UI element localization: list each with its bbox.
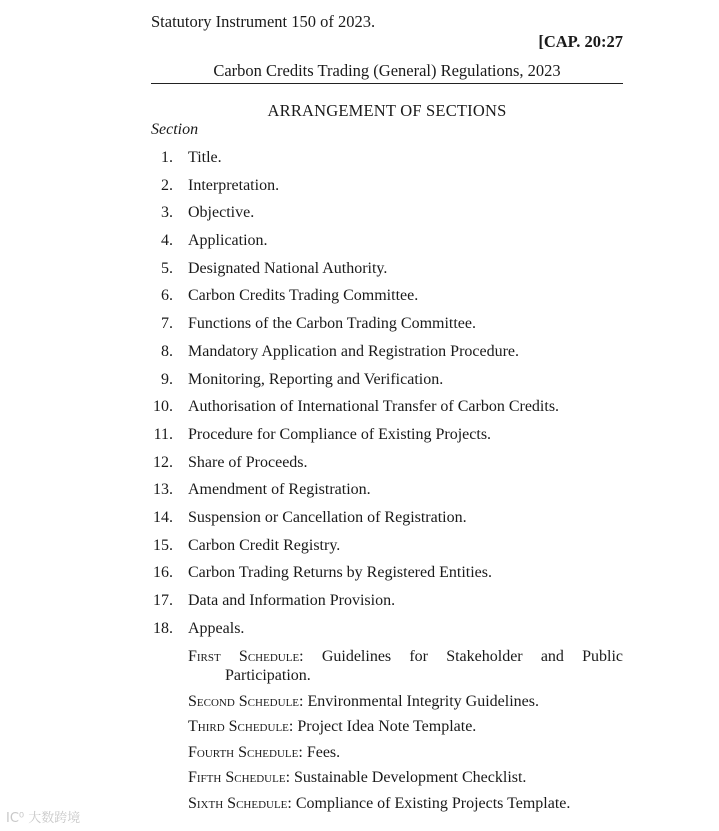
section-number: 13. <box>153 481 173 499</box>
section-item <box>151 397 623 425</box>
schedule-item: Sixth Schedule: Compliance of Existing Projects Template. <box>188 794 571 812</box>
schedule-title: Project Idea Note Template. <box>297 718 477 736</box>
schedule-item: Third Schedule: Project Idea Note Template. <box>188 718 477 736</box>
schedule-title: Fees. <box>306 743 341 761</box>
section-title: Suspension or Cancellation of Registration. <box>188 508 467 526</box>
regulations-title: Carbon Credits Trading (General) Regulations, 2023 <box>213 61 561 80</box>
arrangement-heading: ARRANGEMENT OF SECTIONS <box>267 101 507 120</box>
section-number: 11. <box>153 425 173 443</box>
section-title: Authorisation of International Transfer of Carbon Credits. <box>188 398 560 416</box>
section-item <box>151 508 623 536</box>
section-number: 12. <box>153 453 173 471</box>
section-title: Monitoring, Reporting and Verification. <box>188 370 444 388</box>
section-number: 2. <box>161 176 173 194</box>
section-number: 7. <box>161 315 173 333</box>
section-item <box>151 591 623 619</box>
schedule-name: Second Schedule <box>188 692 300 710</box>
section-title: Mandatory Application and Registration Procedure. <box>188 342 520 360</box>
chapter-reference: [CAP. 20:27 <box>538 32 623 51</box>
section-number: 4. <box>161 232 173 250</box>
sections-list <box>151 148 623 646</box>
section-title: Appeals. <box>188 619 245 637</box>
section-number: 15. <box>153 536 173 554</box>
section-title: Amendment of Registration. <box>188 481 371 499</box>
section-column-label: Section <box>151 121 199 138</box>
section-number: 1. <box>161 149 173 166</box>
section-number: 3. <box>161 204 173 222</box>
section-title: Carbon Credits Trading Committee. <box>188 287 419 305</box>
section-item <box>151 148 623 176</box>
section-number: 10. <box>153 398 173 416</box>
schedule-name: Sixth Schedule <box>188 794 288 812</box>
section-title: Objective. <box>188 204 255 222</box>
section-number: 16. <box>153 564 173 582</box>
section-item <box>151 453 623 481</box>
section-number: 9. <box>161 370 173 388</box>
schedule-name: Fifth Schedule <box>188 769 286 787</box>
schedule-item: Fifth Schedule: Sustainable Development Checklist. <box>188 769 527 787</box>
section-title: Procedure for Compliance of Existing Projects. <box>188 425 492 443</box>
schedule-item: Fourth Schedule: Fees. <box>188 743 341 761</box>
section-number: 18. <box>153 619 173 637</box>
section-number: 14. <box>153 508 173 526</box>
section-item <box>151 619 623 647</box>
section-title: Carbon Credit Registry. <box>188 536 341 554</box>
section-item <box>151 259 623 287</box>
section-title: Functions of the Carbon Trading Committee. <box>188 315 476 333</box>
section-number: 5. <box>161 259 173 277</box>
schedules-list <box>188 647 623 820</box>
section-title: Designated National Authority. <box>188 259 388 277</box>
section-item <box>151 342 623 370</box>
section-item <box>151 563 623 591</box>
schedule-title: Environmental Integrity Guidelines. <box>307 692 539 710</box>
schedule-name: Third Schedule <box>188 718 289 736</box>
schedule-item: Second Schedule: Environmental Integrity Guidelines. <box>188 692 539 710</box>
section-number: 8. <box>161 342 173 360</box>
section-item <box>151 480 623 508</box>
section-title: Data and Information Provision. <box>188 592 396 609</box>
section-title: Share of Proceeds. <box>188 453 308 471</box>
section-title: Application. <box>188 232 268 250</box>
header-divider <box>151 83 623 84</box>
section-title: Carbon Trading Returns by Registered Entities. <box>188 564 492 582</box>
section-item <box>151 425 623 453</box>
section-title: Title. <box>188 149 222 166</box>
section-item <box>151 203 623 231</box>
schedule-name: Fourth Schedule <box>188 743 299 761</box>
statutory-instrument-line: Statutory Instrument 150 of 2023. <box>151 12 376 31</box>
section-item <box>151 176 623 204</box>
section-title: Interpretation. <box>188 176 280 194</box>
schedule-name: First Schedule <box>188 648 300 665</box>
section-item <box>151 536 623 564</box>
section-item <box>151 286 623 314</box>
watermark-logo: IC⁰ 大数跨境 <box>6 811 81 826</box>
section-number: 6. <box>161 287 173 305</box>
section-item <box>151 314 623 342</box>
schedule-item: First Schedule: Guidelines for Stakeholder and Public Participation. <box>188 648 624 684</box>
schedule-title: Sustainable Development Checklist. <box>294 769 527 787</box>
section-number: 17. <box>153 592 173 609</box>
schedule-title: Guidelines for Stakeholder and Public Participation. <box>225 648 624 684</box>
section-item <box>151 370 623 398</box>
section-item <box>151 231 623 259</box>
schedule-title: Compliance of Existing Projects Template. <box>295 794 571 812</box>
